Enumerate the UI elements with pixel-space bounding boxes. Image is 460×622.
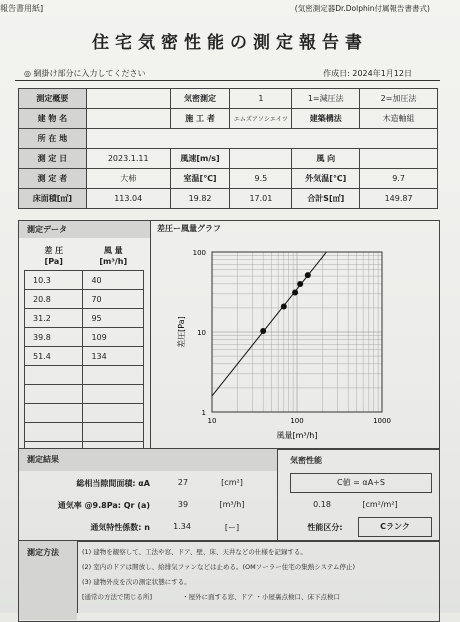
label-grade: 性能区分: bbox=[307, 523, 343, 532]
table-row bbox=[25, 309, 144, 328]
label-wind-speed: 風速[m/s] bbox=[170, 149, 230, 169]
floor-area-3[interactable]: 17.01 bbox=[230, 189, 292, 209]
air-rate-value: 39 bbox=[177, 500, 189, 509]
n-coef-value: 1.34 bbox=[173, 522, 191, 531]
table-row bbox=[25, 271, 144, 290]
eq-area-unit: [cm²] bbox=[221, 478, 243, 487]
empty-cell[interactable] bbox=[25, 423, 83, 442]
empty-cell[interactable] bbox=[25, 385, 83, 404]
building-name-value[interactable] bbox=[86, 109, 170, 129]
c-value-formula: C値 = αA÷S bbox=[290, 473, 432, 493]
graph bbox=[152, 238, 432, 444]
results-title: 測定結果 bbox=[19, 449, 277, 471]
operator-value[interactable]: 大柿 bbox=[86, 169, 170, 189]
label-address: 所 在 地 bbox=[19, 129, 87, 149]
col-pressure: 差 圧 bbox=[44, 246, 64, 255]
y-tick-label: 100 bbox=[192, 249, 206, 257]
graph-grid bbox=[212, 252, 382, 412]
form-label: 報告書用紙] bbox=[0, 4, 44, 13]
data-point bbox=[281, 304, 287, 310]
table-row bbox=[19, 149, 438, 169]
label-air-rate: 通気率 @9.8Pa: Qr (a) bbox=[57, 501, 150, 510]
form-source: (気密測定器Dr.Dolphin付属報告書書式) bbox=[294, 4, 430, 13]
pressure-cell[interactable]: 20.8 bbox=[25, 290, 83, 309]
air-rate-unit: [m³/h] bbox=[219, 500, 245, 509]
wind-direction-value[interactable] bbox=[360, 149, 438, 169]
label-overview: 測定概要 bbox=[19, 89, 87, 109]
outdoor-temp-value[interactable]: 9.7 bbox=[360, 169, 438, 189]
empty-cell[interactable] bbox=[83, 423, 144, 442]
method-value[interactable]: 1 bbox=[230, 89, 292, 109]
x-axis-label: 風量[m³/h] bbox=[276, 431, 318, 440]
floor-area-1[interactable]: 113.04 bbox=[86, 189, 170, 209]
empty-cell[interactable] bbox=[83, 404, 144, 423]
empty-cell[interactable] bbox=[25, 404, 83, 423]
page-title: 住宅気密性能の測定報告書 bbox=[92, 33, 368, 53]
option-depressurize: 1=減圧法 bbox=[292, 89, 360, 109]
n-coef-unit: [ー] bbox=[224, 523, 240, 532]
col-flow: 風 量 bbox=[103, 246, 123, 255]
graph-marks bbox=[193, 249, 391, 425]
measure-table bbox=[24, 242, 144, 461]
method-line-1: (1) 建物を観察して、工法や窓、ドア、壁、床、天井などの仕様を記録する。 bbox=[82, 548, 307, 556]
input-note: ◎ 網掛け部分に入力してください bbox=[24, 69, 146, 78]
label-construction: 建築構法 bbox=[292, 109, 360, 129]
label-eq-area: 総相当隙間面積: αA bbox=[76, 479, 150, 488]
flow-cell[interactable]: 95 bbox=[83, 309, 144, 328]
flow-cell[interactable]: 134 bbox=[83, 347, 144, 366]
info-table bbox=[18, 88, 438, 209]
empty-cell[interactable] bbox=[83, 366, 144, 385]
x-tick-label: 1000 bbox=[373, 417, 391, 425]
c-value: 0.18 bbox=[313, 500, 331, 509]
floor-area-2[interactable]: 19.82 bbox=[170, 189, 230, 209]
table-row bbox=[19, 129, 438, 149]
y-tick-label: 10 bbox=[197, 329, 206, 337]
label-building-name: 建 物 名 bbox=[19, 109, 87, 129]
label-wind-direction: 風 向 bbox=[292, 149, 360, 169]
flow-cell[interactable]: 70 bbox=[83, 290, 144, 309]
flow-cell[interactable]: 40 bbox=[83, 271, 144, 290]
empty-cell[interactable] bbox=[83, 385, 144, 404]
col-pressure-unit: [Pa] bbox=[44, 257, 63, 266]
x-tick-label: 100 bbox=[290, 417, 304, 425]
data-point bbox=[260, 328, 266, 334]
option-pressurize: 2=加圧法 bbox=[360, 89, 438, 109]
data-point bbox=[305, 272, 311, 278]
label-floor-area: 床面積[㎡] bbox=[19, 189, 87, 209]
total-area-value: 149.87 bbox=[360, 189, 438, 209]
table-row bbox=[19, 109, 438, 129]
created-date: 作成日: 2024年1月12日 bbox=[323, 69, 412, 78]
method-title: 測定方法 bbox=[19, 541, 77, 620]
method-line-5: ・屋外に面する窓、ドア ・小屋裏点検口、床下点検口 bbox=[182, 593, 340, 601]
label-builder: 施 工 者 bbox=[170, 109, 230, 129]
label-total-area: 合計S[㎡] bbox=[292, 189, 360, 209]
label-operator: 測 定 者 bbox=[19, 169, 87, 189]
x-tick-label: 10 bbox=[207, 417, 217, 425]
label-date: 測 定 日 bbox=[19, 149, 87, 169]
table-row bbox=[19, 169, 438, 189]
method-line-3: (3) 建物外皮を次の測定状態にする。 bbox=[82, 578, 191, 586]
empty-cell[interactable] bbox=[25, 366, 83, 385]
measure-rows bbox=[25, 271, 144, 461]
wind-speed-value[interactable] bbox=[230, 149, 292, 169]
date-value[interactable]: 2023.1.11 bbox=[86, 149, 170, 169]
data-point bbox=[297, 281, 303, 287]
builder-value[interactable]: エムズアソシエイツ bbox=[230, 109, 292, 129]
table-row bbox=[19, 89, 438, 109]
label-n-coef: 通気特性係数: n bbox=[90, 523, 150, 532]
pressure-cell[interactable]: 31.2 bbox=[25, 309, 83, 328]
c-value-unit: [cm²/m²] bbox=[362, 500, 398, 509]
pressure-cell[interactable]: 51.4 bbox=[25, 347, 83, 366]
table-row bbox=[25, 290, 144, 309]
label-outdoor-temp: 外気温[℃] bbox=[292, 169, 360, 189]
flow-cell[interactable]: 109 bbox=[83, 328, 144, 347]
pressure-cell[interactable]: 10.3 bbox=[25, 271, 83, 290]
method-line-2: (2) 室内のドアは開放し、給排気ファンなどは止める。(OMソーラー住宅の集熱システム停止) bbox=[82, 563, 356, 571]
label-room-temp: 室温[℃] bbox=[170, 169, 230, 189]
table-row bbox=[25, 347, 144, 366]
data-point bbox=[292, 289, 298, 295]
method-lines bbox=[82, 545, 432, 605]
room-temp-value[interactable]: 9.5 bbox=[230, 169, 292, 189]
y-axis-label: 差圧[Pa] bbox=[177, 316, 186, 348]
grade-value: Cランク bbox=[358, 517, 432, 537]
perf-title: 気密性能 bbox=[290, 456, 322, 465]
pressure-cell[interactable]: 39.8 bbox=[25, 328, 83, 347]
construction-value[interactable]: 木造軸組 bbox=[360, 109, 438, 129]
label-airtight-test: 気密測定 bbox=[170, 89, 230, 109]
graph-title: 差圧ー風量グラフ bbox=[157, 224, 221, 233]
table-row bbox=[25, 328, 144, 347]
table-row bbox=[19, 189, 438, 209]
data-section-title: 測定データ bbox=[19, 221, 150, 238]
divider bbox=[15, 80, 440, 81]
method-line-4: [通常の方法で閉じる所] bbox=[82, 593, 153, 601]
eq-area-value: 27 bbox=[177, 478, 189, 487]
col-flow-unit: [m³/h] bbox=[99, 257, 128, 266]
address-value[interactable] bbox=[86, 129, 437, 149]
y-tick-label: 1 bbox=[201, 409, 206, 417]
